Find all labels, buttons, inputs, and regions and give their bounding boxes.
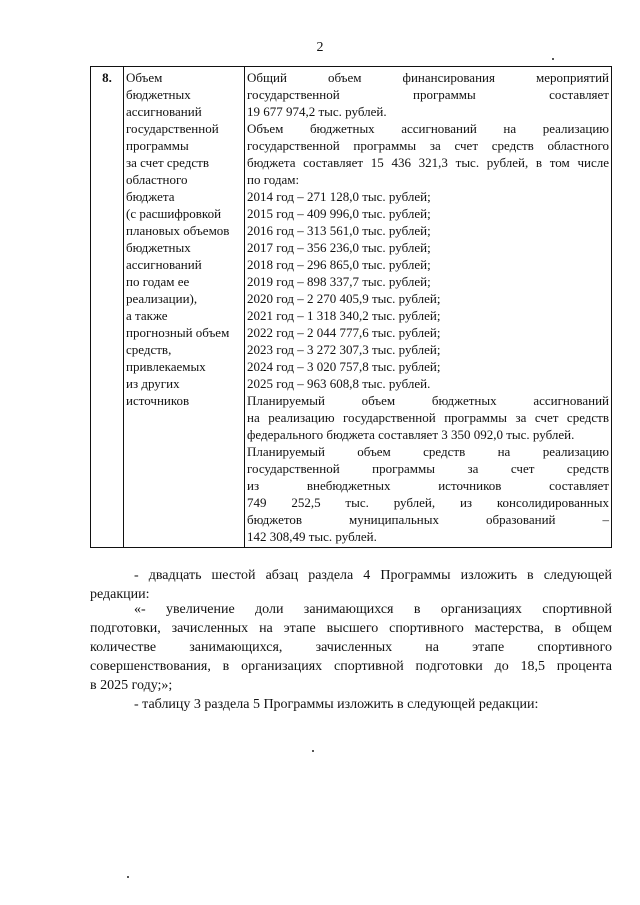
extrabudgetary-line: 142 308,49 тыс. рублей. <box>247 529 377 544</box>
extrabudgetary-line: государственной программы за счет средств <box>247 461 609 476</box>
regional-budget-line: государственной программы за счет средств областного <box>247 138 609 153</box>
paragraph-line: в 2025 году;»; <box>90 678 173 693</box>
extrabudgetary-line: 749 252,5 тыс. рублей, из консолидированных <box>247 495 609 510</box>
label-line: а также <box>126 308 168 323</box>
amendment-paragraph-2 <box>90 600 612 695</box>
year-amount: 2021 год – 1 318 340,2 тыс. рублей; <box>247 308 441 323</box>
amendment-paragraph-1 <box>90 566 612 604</box>
label-line: государственной <box>126 121 219 136</box>
label-line: за счет средств <box>126 155 209 170</box>
scan-speck <box>552 58 554 60</box>
year-amount: 2024 год – 3 020 757,8 тыс. рублей; <box>247 359 441 374</box>
row-value <box>245 67 612 548</box>
paragraph-line: «- увеличение доли занимающихся в организациях спортивной <box>134 602 612 617</box>
year-amount: 2015 год – 409 996,0 тыс. рублей; <box>247 206 431 221</box>
year-amount: 2020 год – 2 270 405,9 тыс. рублей; <box>247 291 441 306</box>
label-line: из других <box>126 376 180 391</box>
program-passport-table <box>90 66 612 548</box>
label-line: ассигнований <box>126 104 202 119</box>
label-line: областного <box>126 172 188 187</box>
year-amount: 2022 год – 2 044 777,6 тыс. рублей; <box>247 325 441 340</box>
label-line: программы <box>126 138 189 153</box>
amendment-paragraph-3: - таблицу 3 раздела 5 Программы изложить в следующей редакции: <box>134 697 539 712</box>
federal-budget-line: Планируемый объем бюджетных ассигнований <box>247 393 609 408</box>
year-amount: 2017 год – 356 236,0 тыс. рублей; <box>247 240 431 255</box>
paragraph-line: редакции: <box>90 587 150 602</box>
total-financing-line: 19 677 974,2 тыс. рублей. <box>247 104 387 119</box>
extrabudgetary-line: Планируемый объем средств на реализацию <box>247 444 609 459</box>
label-line: привлекаемых <box>126 359 206 374</box>
extrabudgetary-line: бюджетов муниципальных образований – <box>247 512 609 527</box>
total-financing-line: государственной программы составляет <box>247 87 609 102</box>
table-row <box>91 67 612 548</box>
year-amount: 2016 год – 313 561,0 тыс. рублей; <box>247 223 431 238</box>
label-line: по годам ее <box>126 274 190 289</box>
label-line: Объем <box>126 70 163 85</box>
label-line: реализации), <box>126 291 198 306</box>
extrabudgetary-line: из внебюджетных источников составляет <box>247 478 609 493</box>
total-financing-line: Общий объем финансирования мероприятий <box>247 70 609 85</box>
year-amount: 2025 год – 963 608,8 тыс. рублей. <box>247 376 431 391</box>
label-line: прогнозный объем <box>126 325 230 340</box>
regional-budget-line: по годам: <box>247 172 300 187</box>
year-amount: 2023 год – 3 272 307,3 тыс. рублей; <box>247 342 441 357</box>
scan-speck <box>312 750 314 752</box>
year-amount: 2019 год – 898 337,7 тыс. рублей; <box>247 274 431 289</box>
label-line: источников <box>126 393 190 408</box>
label-line: (с расшифровкой <box>126 206 222 221</box>
label-line: плановых объемов <box>126 223 230 238</box>
regional-budget-line: Объем бюджетных ассигнований на реализацию <box>247 121 609 136</box>
row-number: 8. <box>91 67 124 548</box>
federal-budget-line: федерального бюджета составляет 3 350 092,0 тыс. рублей. <box>247 427 575 442</box>
label-line: бюджета <box>126 189 175 204</box>
page-number: 2 <box>316 40 324 55</box>
label-line: средств, <box>126 342 172 357</box>
regional-budget-line: бюджета составляет 15 436 321,3 тыс. рублей, в том числе <box>247 155 609 170</box>
federal-budget-line: на реализацию государственной программы за счет средств <box>247 410 609 425</box>
row-label <box>124 67 245 548</box>
paragraph-line: подготовки, зачисленных на этапе высшего спортивного мастерства, в общем <box>90 621 612 636</box>
year-amount: 2014 год – 271 128,0 тыс. рублей; <box>247 189 431 204</box>
year-amount: 2018 год – 296 865,0 тыс. рублей; <box>247 257 431 272</box>
paragraph-line: количестве занимающихся, зачисленных на этапе спортивного <box>90 640 612 655</box>
paragraph-line: - двадцать шестой абзац раздела 4 Программы изложить в следующей <box>134 568 612 583</box>
paragraph-line: совершенствования, в организациях спортивной подготовки до 18,5 процента <box>90 659 612 674</box>
label-line: бюджетных <box>126 240 191 255</box>
label-line: ассигнований <box>126 257 202 272</box>
scan-speck <box>127 876 129 878</box>
label-line: бюджетных <box>126 87 191 102</box>
